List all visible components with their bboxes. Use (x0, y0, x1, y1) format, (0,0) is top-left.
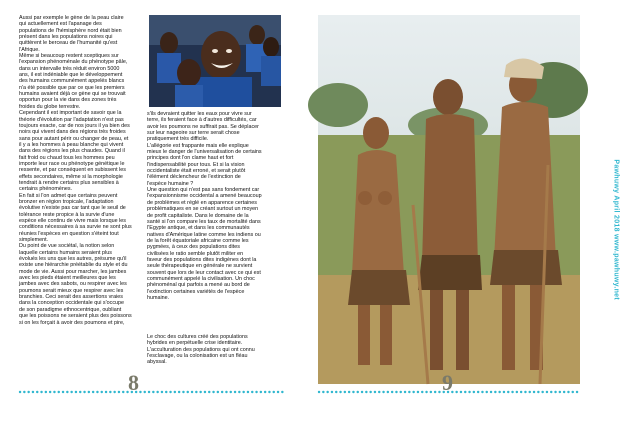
article-column-3 (147, 334, 287, 366)
page-number-right: 9 (442, 370, 453, 395)
article-column-1 (19, 15, 145, 326)
children-photo-illustration (149, 15, 281, 107)
san-people-photo-illustration (318, 15, 580, 384)
right-side-label: Pawhuwy April 2018 www.pawhuwy.net (613, 159, 620, 300)
page-number-left: 8 (128, 370, 139, 395)
column-2-text: s'ils devraient quitter les eaux pour vivre sur terre, ils feraient face à d'autres difficultés, car avoir les poumons ne suffirait pas. Se déplacer sur leur nageoire sur terre serait chose pratiquement très difficile. L'allégorie est frappante mais elle explique mieux le danger de l'universalisation de certains principes dont l'on clame haut et fort l'indispensabilité pour tous. Et si la vision occidentaliste était erroné, et serait plutôt l'élément déclencheur de l'extinction de l'espèce humaine ? Une question qui n'est pas sans fondement car l'expansionnisme occidental a amené beaucoup de problèmes et réglé en apparence certaines problématiques en se créant surtout un moyen de profit capitaliste. Dans le domaine de la santé si l'on compare les taux de mortalité dans l'Egypte antique, et dans les communautés natives d'Amérique latine comme les indiens ou de la forêt équatoriale africaine comme les pygmées, à ceux des populations dites civilisées le ratio semble plutôt militer en faveur des populations dites indigènes dont la seule thérapeutique en générale ne survient souvent que lors de leur contact avec ce qui est communément appelé la civilisation. Un choc phénoménal qui parfois a mené au bord de l'extinction certaines variétés de l'espèce humaine. (147, 111, 262, 301)
photo-san-people (318, 15, 580, 384)
column-3-text: Le choc des cultures créé des populations hybrides en perpétuelle crise identitaire. L'acculturation des populations qui ont connu l'esclavage, ou la colonisation est un fléau abyssal. (147, 334, 255, 366)
column-1-text: Aussi par exemple le gène de la peau claire qui actuellement est l'apanage des populations de l'hémisphère nord était bien présent dans les populations noires qui quittèrent le berceau de l'humanité qu'est l'Afrique. Même si beaucoup restent sceptiques sur l'expansion phénoménale du phénotype pâle, dans un intervalle très réduit environ 5000 ans, il est indéniable que le développement des humains communément appelés blancs n'a été possible que par ce que les premiers humains avaient déjà ce gène qui se trouvait opportun pour la vie dans des zones très froides du globe terrestre. Cependant il est important de savoir que la théorie d'évolution par l'adaptation n'est pas toujours exacte, car de nos jours il ya bien des noirs qui vivent dans des régions très froides sans pour autant périr ou changer de peau, et il y a les hommes à peau blanche qui vivent dans des régions les plus chaudes. Quand il fait froid ou chaud tous les hommes peu importe leur race ou phénotype génétique le ressente, et par conséquent en subissent les effets secondaires, même si la morphologie tendrait à rendre certains plus sensibles à certains phénomènes. En fait si l'on admet que certains peuvent bronzer en région tropicale, l'adaptation évolutive n'existe pas car tant que le seuil de tolérance reste propice à la survie d'une espèce elle continu de vivre mais lorsque les conditions nécessaires à sa survie ne sont plus réunies l'espèces en question s'éteint tout simplement. Du point de vue sociétal, la notion selon laquelle certains humains seraient plus évolués les uns que les autres, présume qu'il existe une hiérarchie préétablie du style et du mode de vie. Aussi pour marcher, les jambes avec les pieds étaient meilleures que les jambes avec des sabots, ou respirer avec les poumons serait mieux que respirer avec les branchies. Ceci serait des assertions vraies dans la conception occidentale qui s'occupe de son paradigme ethnocentrique, oubliant que les poissons ne seraient plus des poissons si on les forçait à avoir des poumons et pire, (19, 15, 132, 326)
left-footer-dots (19, 390, 284, 394)
article-column-2 (147, 111, 287, 301)
photo-children (149, 15, 281, 107)
